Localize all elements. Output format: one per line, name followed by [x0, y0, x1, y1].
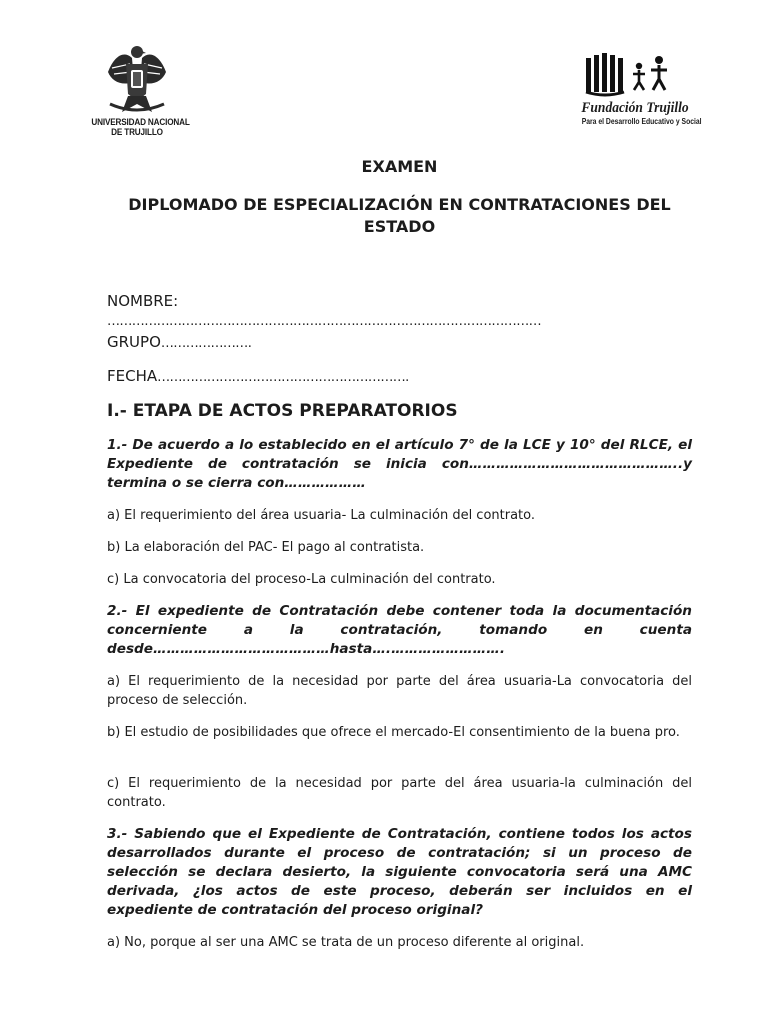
fecha-label: FECHA [107, 367, 158, 385]
question-2: 2.- El expediente de Contratación debe contener toda la documentación concerniente a la contratación, tomando en cuenta desde…………………………………hasta….……………………. [107, 603, 692, 657]
foundation-subtitle: Para el Desarrollo Educativo y Social [581, 116, 702, 126]
foundation-name: Fundación Trujillo [581, 100, 689, 116]
university-crest-icon [104, 42, 170, 118]
question-2-option-b: b) El estudio de posibilidades que ofrece el mercado-El consentimiento de la buena pro. [107, 725, 680, 740]
question-2-option-c: c) El requerimiento de la necesidad por parte del área usuaria-la culminación del contrato. [107, 776, 692, 810]
question-3: 3.- Sabiendo que el Expediente de Contratación, contiene todos los actos desarrollados durante el proceso de contratación; si un proceso de selección se declara desierto, la siguiente convocatoria será una AMC derivada, ¿los actos de este proceso, deberán ser incluidos en el expediente de contratación del proceso original? [107, 826, 692, 918]
nombre-fill-line: …………………………………………………………………………………………… [107, 314, 542, 329]
question-1-option-a: a) El requerimiento del área usuaria- La culminación del contrato. [107, 508, 536, 523]
section-title: I.- ETAPA DE ACTOS PREPARATORIOS [107, 401, 458, 421]
grupo-label: GRUPO [107, 333, 161, 351]
grupo-fill-line: …………………. [160, 336, 252, 351]
document-subtitle: DIPLOMADO DE ESPECIALIZACIÓN EN CONTRATACIONES DEL ESTADO [128, 195, 671, 236]
question-1-option-b: b) La elaboración del PAC- El pago al contratista. [107, 540, 425, 555]
fecha-fill-line: ……………………………………………………. [157, 370, 409, 385]
foundation-books-icon [584, 52, 684, 98]
fecha-field [107, 366, 692, 388]
university-logo [84, 42, 190, 142]
grupo-field [107, 332, 692, 354]
document-title: EXAMEN [361, 157, 438, 176]
question-2-option-a: a) El requerimiento de la necesidad por parte del área usuaria-La convocatoria del proceso de selección. [107, 674, 692, 708]
university-caption-line2: DE TRUJILLO [111, 127, 163, 138]
question-1: 1.- De acuerdo a lo establecido en el artículo 7° de la LCE y 10° del RLCE, el Expediente de contratación se inicia con………………………………………..y termina o se cierra con……………… [107, 437, 692, 491]
nombre-label: NOMBRE: [107, 292, 179, 310]
university-caption-line1: UNIVERSIDAD NACIONAL [91, 117, 190, 128]
foundation-logo [570, 52, 700, 138]
question-3-option-a: a) No, porque al ser una AMC se trata de un proceso diferente al original. [107, 935, 585, 950]
question-1-option-c: c) La convocatoria del proceso-La culminación del contrato. [107, 572, 496, 587]
